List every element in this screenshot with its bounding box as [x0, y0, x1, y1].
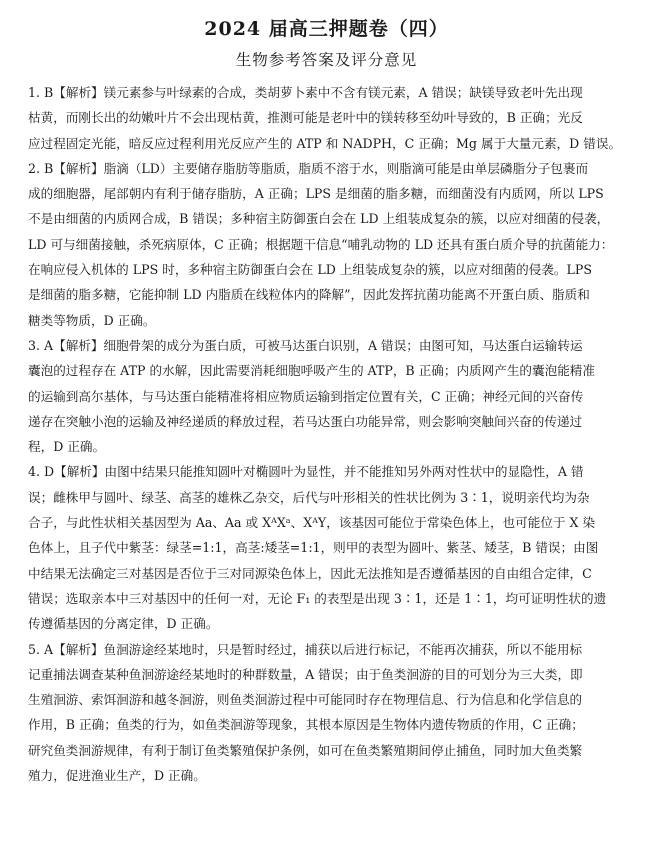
answer-line: 2. B【解析】脂滴（LD）主要储存脂肪等脂质，脂质不溶于水，则脂滴可能是由单层磷脂分子包裹而: [28, 160, 589, 176]
answer-line: 3. A【解析】细胞骨架的成分为蛋白质，可被马达蛋白识别，A 错误；由图可知，马达蛋白运输转运: [28, 337, 583, 353]
answer-line: 4. D【解析】由图中结果只能推知圆叶对椭圆叶为显性，并不能推知另外两对性状中的显隐性，A 错: [28, 464, 584, 480]
answer-item-5: [28, 637, 630, 789]
answer-line: 递存在突触小泡的运输及神经递质的释放过程，若马达蛋白功能异常，则会影响突触间兴奋的传递过: [28, 413, 583, 429]
answer-line: 殖力，促进渔业生产，D 正确。: [28, 768, 206, 784]
answer-line: 在响应侵入机体的 LPS 时，多种宿主防御蛋白会在 LD 上组装成复杂的簇，以应对细菌的侵袭。LPS: [28, 262, 592, 278]
answer-item-2: [28, 156, 630, 333]
answer-line: 作用，B 正确；鱼类的行为，如鱼类洄游等现象，其根本原因是生物体内遗传物质的作用，C 正确；: [28, 717, 584, 733]
answer-list: [28, 80, 630, 788]
answer-line: 误；雌株甲与圆叶、绿茎、高茎的雄株乙杂交，后代与叶形相关的性状比例为 3∶1，说明亲代均为杂: [28, 489, 590, 505]
answer-line: 1. B【解析】镁元素参与叶绿素的合成，类胡萝卜素中不含有镁元素，A 错误；缺镁导致老叶先出现: [28, 85, 583, 100]
answer-line: 合子，与此性状相关基因型为 Aa、Aa 或 XᴬXᵃ、XᴬY，该基因可能位于常染色体上，也可能位于 X 染: [28, 515, 596, 531]
answer-line: 是细菌的脂多糖，它能抑制 LD 内脂质在线粒体内的降解”，因此发挥抗菌功能离不开蛋白质、脂质和: [28, 287, 590, 303]
answer-item-3: [28, 333, 630, 459]
answer-line: 色体上，且子代中紫茎：绿茎=1:1，高茎:矮茎=1:1，则甲的表型为圆叶、紫茎、矮茎，B 错误；由图: [28, 540, 599, 556]
answer-line: 不是由细菌的内质网合成，B 错误；多种宿主防御蛋白会在 LD 上组装成复杂的簇，以应对细菌的侵袭，: [28, 211, 610, 227]
answer-line: 程，D 正确。: [28, 439, 106, 455]
answer-item-1: [28, 80, 630, 156]
answer-line: 糖类等物质，D 正确。: [28, 312, 156, 328]
answer-line: 研究鱼类洄游规律，有利于制订鱼类繁殖保护条例，如可在鱼类繁殖期间停止捕鱼，同时加大鱼类繁: [28, 742, 583, 758]
answer-line: 囊泡的过程存在 ATP 的水解，因此需要消耗细胞呼吸产生的 ATP，B 正确；内质网产生的囊泡能精准: [28, 363, 595, 379]
answer-line: 生殖洄游、索饵洄游和越冬洄游，则鱼类洄游过程中可能同时存在物理信息、行为信息和化学信息的: [28, 692, 583, 708]
answer-line: 应过程固定光能，暗反应过程利用光反应产生的 ATP 和 NADPH，C 正确；Mg 属于大量元素，D 错误。: [28, 135, 622, 151]
answer-line: 5. A【解析】鱼洄游途经某地时，只是暂时经过，捕获以后进行标记，不能再次捕获，所以不能用标: [28, 641, 583, 657]
answer-line: 成的细胞器，尾部朝内有利于储存脂肪，A 正确；LPS 是细菌的脂多糖，而细菌没有内质网，所以 LPS: [28, 186, 604, 202]
answer-line: 中结果无法确定三对基因是否位于三对同源染色体上，因此无法推知是否遵循基因的自由组合定律，C: [28, 565, 592, 581]
page-title: 2024 届高三押题卷（四）: [204, 18, 449, 40]
page-subtitle: 生物参考答案及评分意见: [235, 51, 418, 69]
answer-line: LD 可与细菌接触，杀死病原体，C 正确；根据题干信息“哺乳动物的 LD 还具有蛋白质介导的抗菌能力：: [28, 236, 614, 252]
answer-line: 枯黄，而刚长出的幼嫩叶片不会出现枯黄，推测可能是老叶中的镁转移至幼叶导致的，B 正确；光反: [28, 110, 583, 126]
answer-line: 记重捕法调查某种鱼洄游途经某地时的种群数量，A 错误；由于鱼类洄游的目的可划分为三大类，即: [28, 666, 583, 682]
answer-line: 传遵循基因的分离定律，D 正确。: [28, 616, 219, 632]
answer-line: 错误；选取亲本中三对基因中的任何一对，无论 F₁ 的表型是出现 3∶1，还是 1∶1，均可证明性状的遗: [28, 590, 607, 606]
answer-line: 的运输到高尔基体，与马达蛋白能精准将相应物质运输到指定位置有关，C 正确；神经元间的兴奋传: [28, 388, 584, 404]
answer-item-4: [28, 459, 630, 636]
